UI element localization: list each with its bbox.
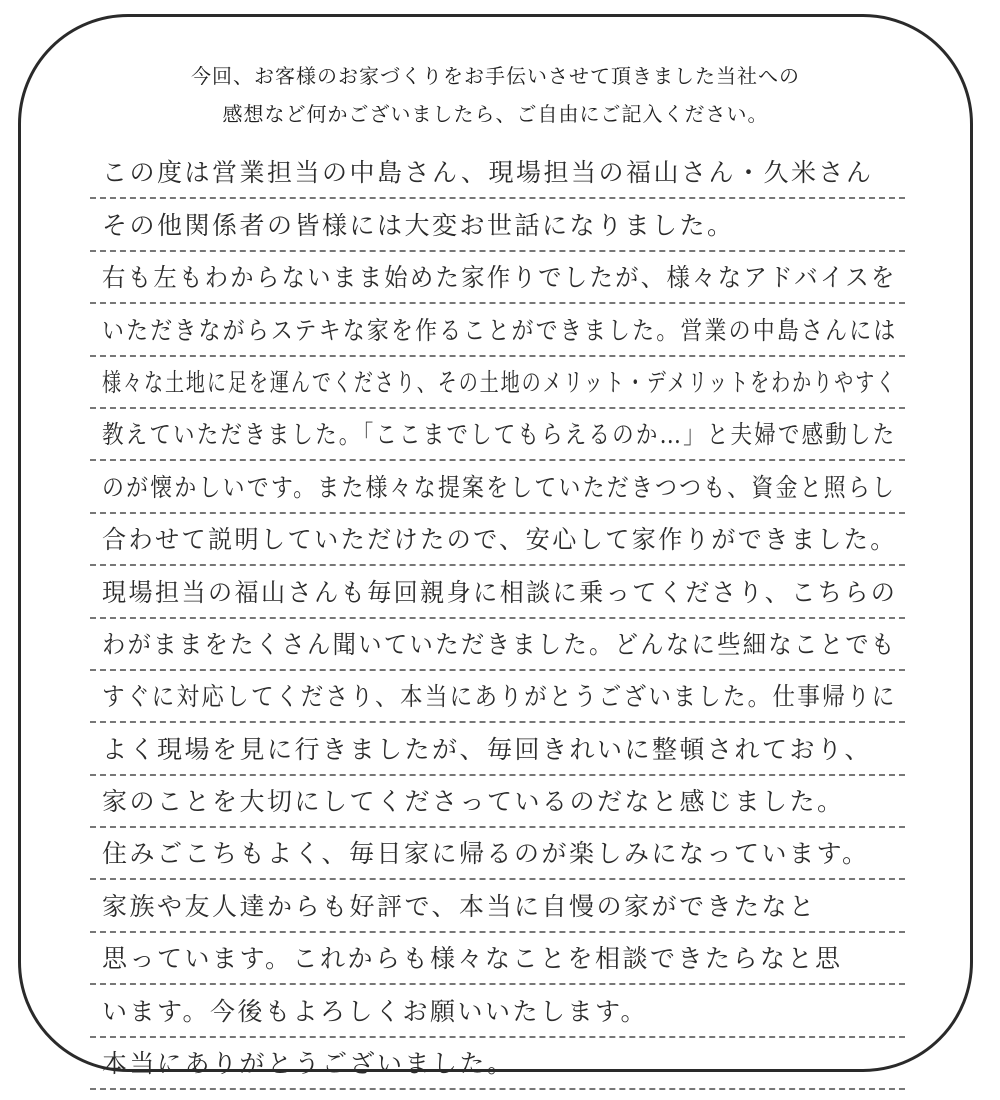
handwritten-line: わがままをたくさん聞いていただきました。どんなに些細なことでも [102,629,897,659]
handwritten-line: のが懐かしいです。また様々な提案をしていただきつつも、資金と照らし [102,472,897,502]
ruled-line [90,304,905,356]
handwritten-line: 現場担当の福山さんも毎回親身に相談に乗ってくださり、こちらの [102,577,898,607]
ruled-line [90,828,905,880]
ruled-line [90,1038,905,1090]
ruled-line [90,723,905,775]
prompt-line-1: 今回、お客様のお家づくりをお手伝いさせて頂きました当社への [191,64,800,88]
ruled-line [90,985,905,1037]
handwritten-line: 教えていただきました。「ここまでしてもらえるのか…」と夫婦で感動した [102,420,897,450]
ruled-line [90,199,905,251]
ruled-line [90,671,905,723]
handwritten-line: 右も左もわからないまま始めた家作りでしたが、様々なアドバイスを [102,263,897,293]
handwritten-line: 合わせて説明していただけたので、安心して家作りができました。 [102,525,897,555]
handwritten-comment-area [90,147,905,1090]
ruled-line [90,461,905,513]
ruled-line [90,147,905,199]
ruled-line [90,409,905,461]
ruled-line [90,357,905,409]
handwritten-line: いただきながらステキな家を作ることができました。営業の中島さんには [102,315,898,345]
ruled-line [90,566,905,618]
ruled-line [90,776,905,828]
ruled-line [90,252,905,304]
handwritten-line: 家のことを大切にしてくださっているのだなと感じました。 [102,787,845,817]
handwritten-line: 様々な土地に足を運んでくださり、その土地のメリット・デメリットをわかりやすく [102,367,898,397]
prompt-line-2: 感想など何かございましたら、ご自由にご記入ください。 [222,102,769,126]
handwritten-line: この度は営業担当の中島さん、現場担当の福山さん・久米さん [102,158,874,188]
handwritten-line: います。今後もよろしくお願いいたします。 [102,996,649,1026]
ruled-line [90,933,905,985]
handwritten-line: 住みごこちもよく、毎日家に帰るのが楽しみになっています。 [102,839,870,869]
handwritten-line: よく現場を見に行きましたが、毎回きれいに整頓されており、 [102,734,873,764]
handwritten-line: その他関係者の皆様には大変お世話になりました。 [102,210,735,240]
ruled-line [90,880,905,932]
handwritten-line: 本当にありがとうございました。 [102,1049,515,1079]
ruled-line [90,619,905,671]
form-prompt [21,57,970,133]
handwritten-line: すぐに対応してくださり、本当にありがとうございました。仕事帰りに [102,682,897,712]
handwritten-line: 思っています。これからも様々なことを相談できたらなと思 [102,944,843,974]
ruled-line [90,514,905,566]
handwritten-line: 家族や友人達からも好評で、本当に自慢の家ができたなと [102,891,817,921]
